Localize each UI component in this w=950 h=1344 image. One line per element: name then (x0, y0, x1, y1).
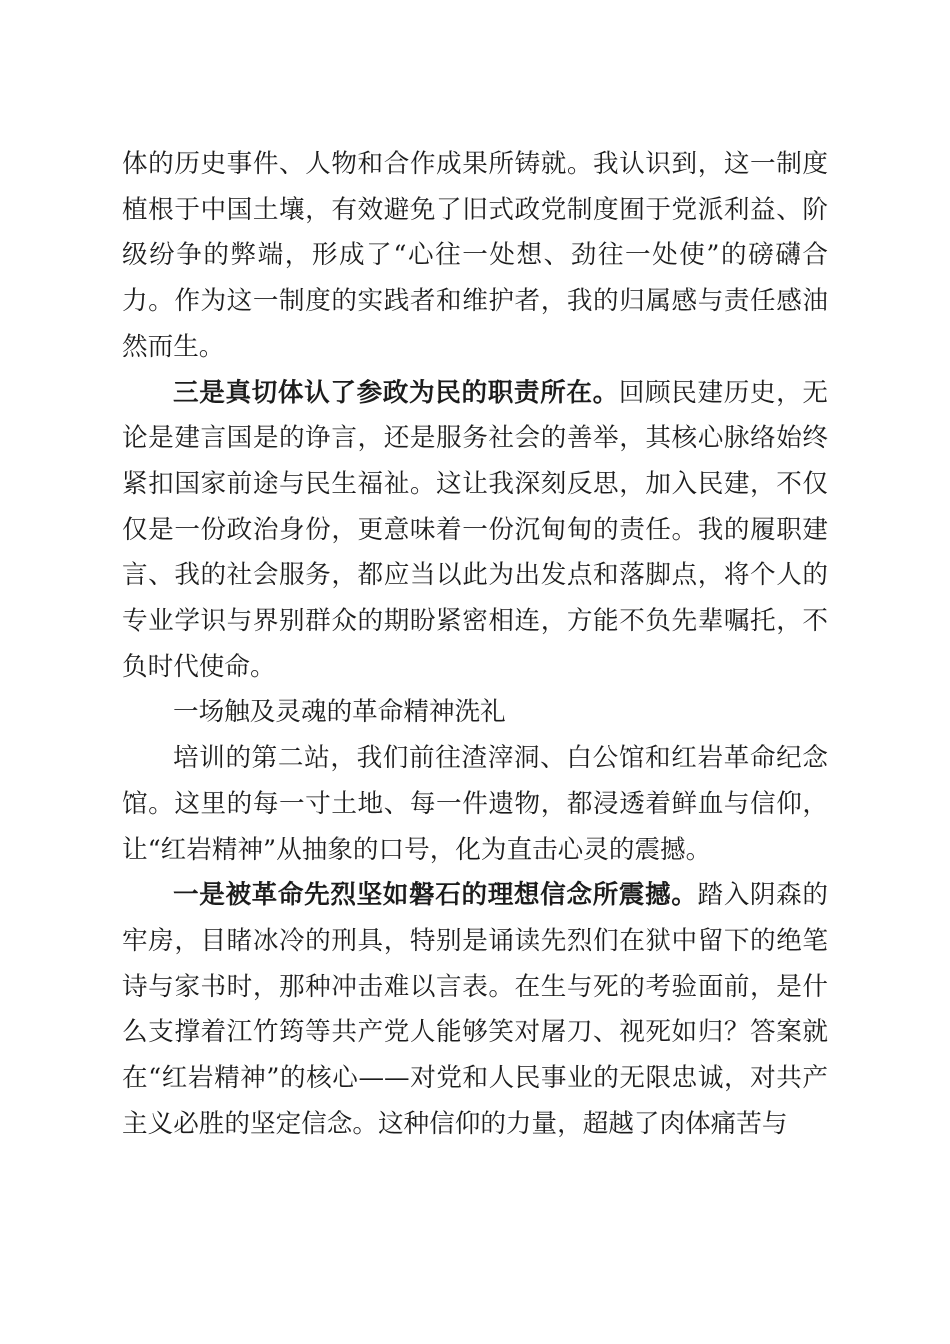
paragraph-third-point (122, 371, 828, 691)
paragraph-lead-bold: 三是真切体认了参政为民的职责所在。 (173, 377, 619, 408)
document-body (122, 142, 828, 1147)
paragraph-text: 回顾民建历史，无论是建言国是的诤言，还是服务社会的善举，其核心脉络始终紧扣国家前途与民生福祉。这让我深刻反思，加入民建，不仅仅是一份政治身份，更意味着一份沉甸甸的责任。我的履职建言、我的社会服务，都应当以此为出发点和落脚点，将个人的专业学识与界别群众的期盼紧密相连，方能不负先辈嘱托，不负时代使命。 (122, 377, 828, 682)
paragraph-continued (122, 142, 828, 371)
paragraph-text: 踏入阴森的牢房，目睹冰冷的刑具，特别是诵读先烈们在狱中留下的绝笔诗与家书时，那种冲击难以言表。在生与死的考验面前，是什么支撑着江竹筠等共产党人能够笑对屠刀、视死如归？答案就在“红岩精神”的核心——对党和人民事业的无限忠诚，对共产主义必胜的坚定信念。这种信仰的力量，超越了肉体痛苦与 (122, 880, 828, 1139)
paragraph-second-stop (122, 736, 828, 873)
paragraph-lead-bold: 一是被革命先烈坚如磐石的理想信念所震撼。 (173, 880, 698, 911)
paragraph-first-point (122, 873, 828, 1147)
paragraph-text: 体的历史事件、人物和合作成果所铸就。我认识到，这一制度植根于中国土壤，有效避免了旧式政党制度囿于党派利益、阶级纷争的弊端，形成了“心往一处想、劲往一处使”的磅礴合力。作为这一制度的实践者和维护者，我的归属感与责任感油然而生。 (122, 149, 828, 362)
section-heading: 一场触及灵魂的革命精神洗礼 (173, 697, 506, 728)
paragraph-text: 培训的第二站，我们前往渣滓洞、白公馆和红岩革命纪念馆。这里的每一寸土地、每一件遗物，都浸透着鲜血与信仰，让“红岩精神”从抽象的口号，化为直击心灵的震撼。 (122, 743, 828, 865)
